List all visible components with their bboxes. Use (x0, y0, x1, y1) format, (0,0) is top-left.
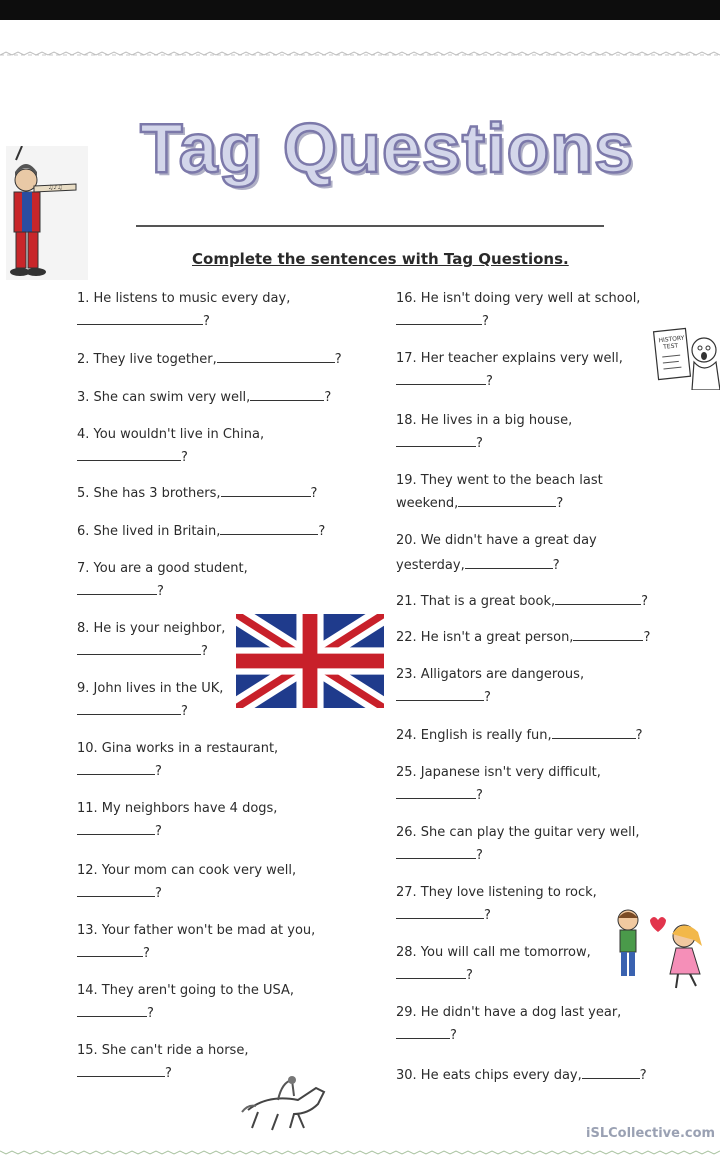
question-24: 24. English is really fun, ? (396, 728, 643, 743)
test-paper-label: HISTORY (658, 334, 685, 345)
question-7: 7. You are a good student, (77, 561, 248, 576)
page-title: Tag Questions (140, 109, 634, 187)
answer-25[interactable]: ? (396, 786, 483, 805)
answer-1[interactable]: ? (77, 312, 210, 331)
question-5: 5. She has 3 brothers, ? (77, 486, 318, 501)
answer-8[interactable]: ? (77, 642, 208, 661)
question-20-cont: yesterday, ? (396, 558, 560, 573)
question-28: 28. You will call me tomorrow, (396, 945, 591, 960)
question-29: 29. He didn't have a dog last year, (396, 1005, 622, 1020)
svg-text:TEST: TEST (662, 342, 679, 351)
question-19-cont: weekend, ? (396, 496, 564, 511)
question-2: 2. They live together, ? (77, 352, 342, 367)
answer-9[interactable]: ? (77, 702, 188, 721)
question-6: 6. She lived in Britain, ? (77, 524, 326, 539)
answer-18[interactable]: ? (396, 434, 483, 453)
answer-27[interactable]: ? (396, 906, 491, 925)
top-bar (0, 0, 720, 20)
answer-10[interactable]: ? (77, 762, 162, 781)
question-30: 30. He eats chips every day, ? (396, 1068, 647, 1083)
answer-16[interactable]: ? (396, 312, 489, 331)
question-1: 1. He listens to music every day, (77, 291, 291, 306)
question-14: 14. They aren't going to the USA, (77, 983, 295, 998)
svg-text:♫♪♫: ♫♪♫ (48, 184, 63, 191)
question-16: 16. He isn't doing very well at school, (396, 291, 641, 306)
question-25: 25. Japanese isn't very difficult, (396, 765, 601, 780)
question-23: 23. Alligators are dangerous, (396, 667, 585, 682)
answer-15[interactable]: ? (77, 1064, 172, 1083)
bottom-border-decoration (0, 1146, 720, 1156)
answer-11[interactable]: ? (77, 822, 162, 841)
kids-icon (606, 906, 712, 990)
history-test-icon (652, 324, 720, 390)
answer-26[interactable]: ? (396, 846, 483, 865)
guitar-player-icon (6, 146, 88, 280)
question-8: 8. He is your neighbor, (77, 621, 226, 636)
answer-29[interactable]: ? (396, 1026, 457, 1045)
question-15: 15. She can't ride a horse, (77, 1043, 249, 1058)
question-19: 19. They went to the beach last (396, 473, 603, 488)
question-10: 10. Gina works in a restaurant, (77, 741, 279, 756)
answer-4[interactable]: ? (77, 448, 188, 467)
question-18: 18. He lives in a big house, (396, 413, 573, 428)
answer-28[interactable]: ? (396, 966, 473, 985)
question-21: 21. That is a great book, ? (396, 594, 649, 609)
answer-14[interactable]: ? (77, 1004, 154, 1023)
top-border-decoration (0, 50, 720, 60)
answer-13[interactable]: ? (77, 944, 150, 963)
question-27: 27. They love listening to rock, (396, 885, 597, 900)
answer-7[interactable]: ? (77, 582, 164, 601)
question-26: 26. She can play the guitar very well, (396, 825, 640, 840)
question-9: 9. John lives in the UK, (77, 681, 224, 696)
instruction-text: Complete the sentences with Tag Questions. (192, 250, 569, 268)
answer-12[interactable]: ? (77, 884, 162, 903)
answer-23[interactable]: ? (396, 688, 491, 707)
question-22: 22. He isn't a great person, ? (396, 630, 651, 645)
question-4: 4. You wouldn't live in China, (77, 427, 265, 442)
question-17: 17. Her teacher explains very well, (396, 351, 623, 366)
horse-rider-icon (238, 1074, 336, 1132)
question-11: 11. My neighbors have 4 dogs, (77, 801, 278, 816)
title-divider (136, 225, 604, 227)
question-13: 13. Your father won't be mad at you, (77, 923, 316, 938)
question-12: 12. Your mom can cook very well, (77, 863, 297, 878)
question-3: 3. She can swim very well, ? (77, 390, 332, 405)
question-20: 20. We didn't have a great day (396, 533, 597, 548)
footer-watermark: iSLCollective.com (586, 1126, 716, 1141)
answer-17[interactable]: ? (396, 372, 493, 391)
uk-flag-icon (236, 614, 384, 708)
